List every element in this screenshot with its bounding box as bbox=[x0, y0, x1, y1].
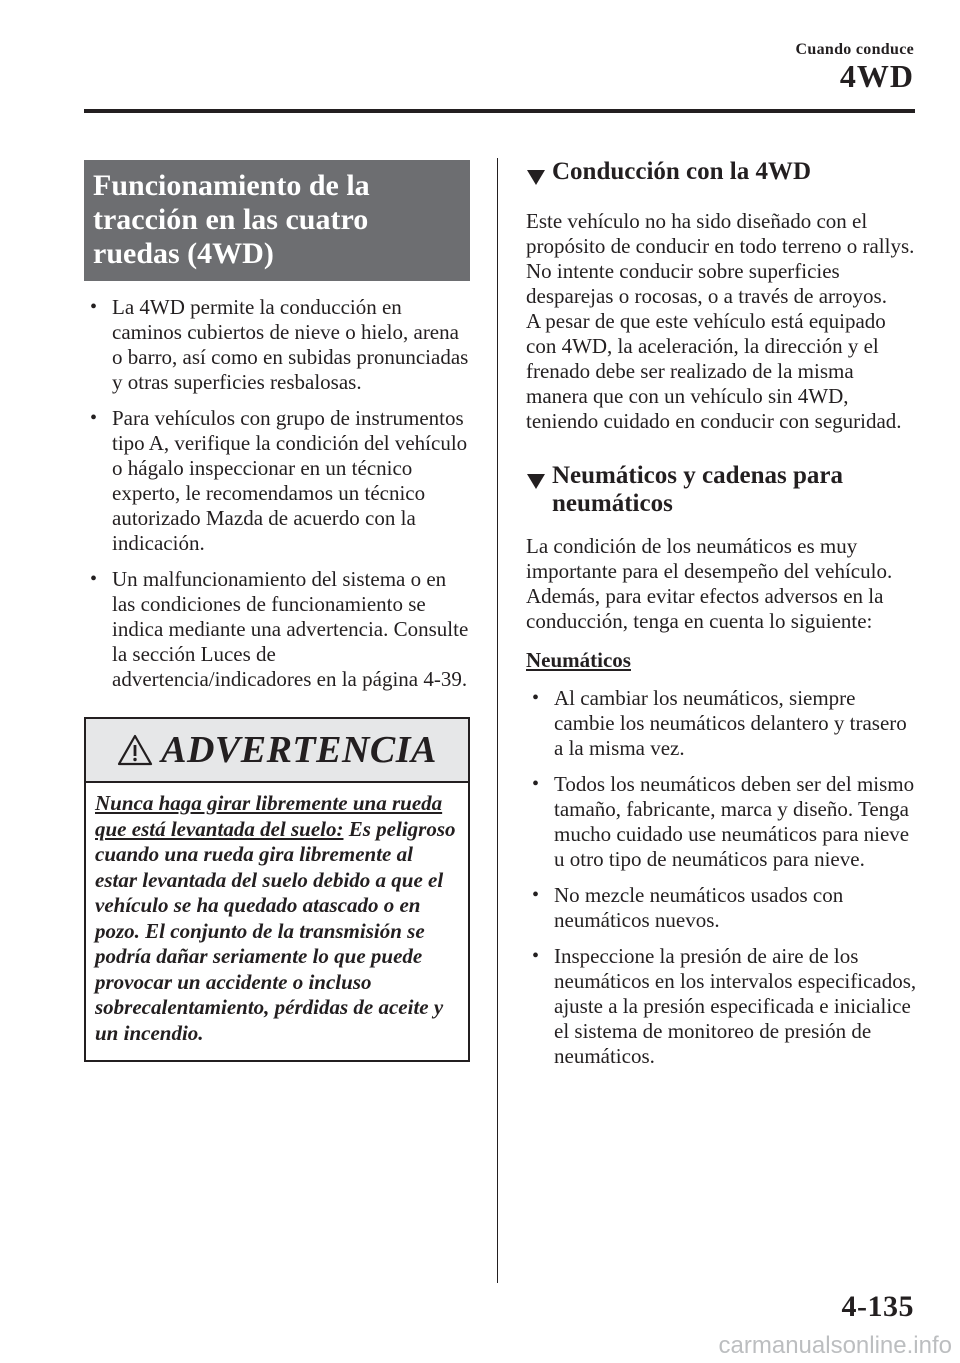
list-item-text: Inspeccione la presión de aire de los neumáticos en los intervalos especificados, ajuste a la presión especificada e inicialice el sistema de monitoreo de presión de neumáticos. bbox=[554, 944, 917, 1068]
warning-box bbox=[84, 717, 470, 1062]
banner-line: tracción en las cuatro bbox=[93, 203, 369, 236]
underlined-subheading: Neumáticos bbox=[526, 648, 631, 672]
bullet-icon: • bbox=[90, 568, 98, 590]
bullet-icon: • bbox=[90, 407, 98, 429]
list-item bbox=[526, 944, 918, 1069]
bullet-icon: • bbox=[532, 687, 540, 709]
triangle-down-icon bbox=[526, 158, 552, 193]
bullet-icon: • bbox=[532, 773, 540, 795]
subsection-title: Neumáticos y cadenas para neumáticos bbox=[552, 462, 843, 517]
list-item bbox=[84, 567, 470, 692]
warning-triangle-icon bbox=[117, 734, 153, 766]
list-item-text: La 4WD permite la conducción en caminos cubiertos de nieve o hielo, arena o barro, así como en subidas pronunciadas y otras superficies resbalosas. bbox=[112, 295, 469, 394]
bullet-icon: • bbox=[532, 945, 540, 967]
list-item bbox=[84, 295, 470, 395]
header-rule bbox=[84, 109, 915, 113]
bullet-icon: • bbox=[90, 296, 98, 318]
watermark: carmanualsonline.info bbox=[718, 1332, 952, 1359]
page-number: 4-135 bbox=[841, 1290, 914, 1323]
list-item-text: No mezcle neumáticos usados con neumáticos nuevos. bbox=[554, 883, 844, 932]
warning-header bbox=[86, 719, 468, 783]
subsection-title: Conducción con la 4WD bbox=[552, 158, 812, 185]
list-item bbox=[526, 686, 918, 761]
right-column bbox=[526, 158, 918, 1080]
banner-line: ruedas (4WD) bbox=[93, 237, 274, 270]
list-item bbox=[526, 772, 918, 872]
list-item-text: Todos los neumáticos deben ser del mismo tamaño, fabricante, marca y diseño. Tenga mucho cuidado use neumáticos para nieve u otro tipo de neumáticos para nieve. bbox=[554, 772, 915, 871]
paragraph: La condición de los neumáticos es muy importante para el desempeño del vehículo. Además, para evitar efectos adversos en la conducción, tenga en cuenta lo siguiente: bbox=[526, 534, 893, 633]
list-item bbox=[526, 883, 918, 933]
right-bullet-list bbox=[526, 686, 918, 1069]
list-item-text: Un malfuncionamiento del sistema o en las condiciones de funcionamiento se indica mediante una advertencia. Consulte la sección Luces de advertencia/indicadores en la página 4-39. bbox=[112, 567, 469, 691]
warning-lead: Nunca haga girar libremente una rueda que está levantada del suelo: bbox=[95, 791, 443, 841]
bullet-icon: • bbox=[532, 884, 540, 906]
warning-title: ADVERTENCIA bbox=[161, 729, 437, 771]
list-item bbox=[84, 406, 470, 556]
subsection-heading bbox=[526, 462, 918, 518]
banner-line: Funcionamiento de la bbox=[93, 169, 370, 202]
left-bullet-list bbox=[84, 295, 470, 692]
subsection-heading bbox=[526, 158, 918, 193]
warning-body bbox=[86, 783, 468, 1060]
list-item-text: Al cambiar los neumáticos, siempre cambie los neumáticos delantero y trasero a la misma vez. bbox=[554, 686, 907, 760]
triangle-down-icon bbox=[526, 462, 552, 518]
left-column bbox=[84, 160, 470, 1062]
paragraph: Este vehículo no ha sido diseñado con el propósito de conducir en todo terreno o rallys. No intente conducir sobre superficies desparejas o rocosas, o a través de arroyos. bbox=[526, 209, 915, 308]
list-item-text: Para vehículos con grupo de instrumentos tipo A, verifique la condición del vehículo o hágalo inspeccionar en un técnico experto, le recomendamos un técnico autorizado Mazda de acuerdo con la indicación. bbox=[112, 406, 468, 555]
warning-text: Es peligroso cuando una rueda gira libremente al estar levantada del suelo debido a que el vehículo se ha quedado atascado o en pozo. El conjunto de la transmisión se podría dañar seriamente lo que puede provocar un accidente o incluso sobrecalentamiento, pérdidas de aceite y un incendio. bbox=[95, 816, 456, 1045]
paragraph: A pesar de que este vehículo está equipado con 4WD, la aceleración, la dirección y el frenado debe ser realizado de la misma manera que con un vehículo sin 4WD, teniendo cuidado en conducir con seguridad. bbox=[526, 309, 902, 433]
section-title: 4WD bbox=[839, 58, 914, 94]
chapter-label: Cuando conduce bbox=[795, 41, 914, 58]
section-banner bbox=[84, 160, 470, 281]
column-divider bbox=[497, 158, 498, 1283]
